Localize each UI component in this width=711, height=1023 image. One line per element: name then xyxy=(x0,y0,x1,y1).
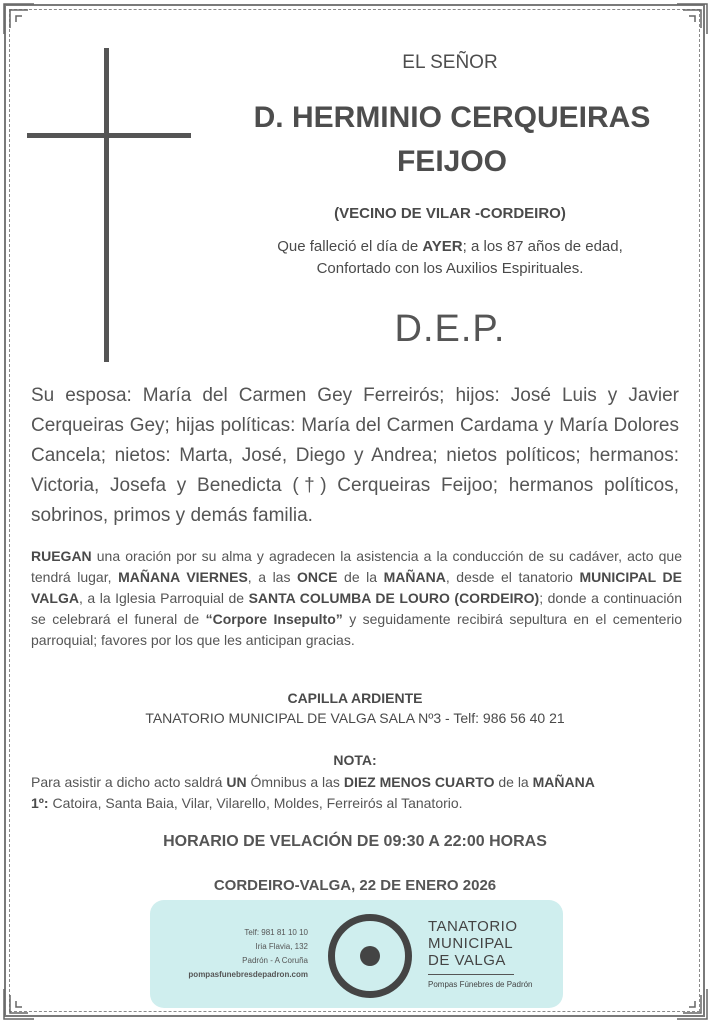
ruegan-text-4: , desde el tanatorio xyxy=(445,569,580,585)
vigil-hours: HORARIO DE VELACIÓN DE 09:30 A 22:00 HORAS xyxy=(163,833,547,850)
nota-text-1: Para asistir a dicho acto saldrá xyxy=(31,774,227,790)
ruegan-text-1: una oración por su alma y agradecen la asistencia a la conducción de su cadáver, acto que tendrá lugar, xyxy=(31,548,682,585)
capilla-title: CAPILLA ARDIENTE xyxy=(287,690,423,706)
cross-horizontal-bar xyxy=(27,133,191,138)
nota-bold-4: 1º: xyxy=(31,795,49,811)
ruegan-text-3: de la xyxy=(337,569,384,585)
corner-ornament-top-left xyxy=(2,2,36,36)
nota-line1 xyxy=(31,772,681,793)
ruegan-bold-1: RUEGAN xyxy=(31,548,92,564)
ruegan-bold-6: SANTA COLUMBA DE LOURO (CORDEIRO) xyxy=(248,590,540,606)
nota-bold-1: UN xyxy=(226,774,247,790)
logo-subtitle: Pompas Fúnebres de Padrón xyxy=(428,980,533,989)
ruegan-text-5: , a la Iglesia Parroquial de xyxy=(78,590,249,606)
logo-phone: Telf: 981 81 10 10 xyxy=(244,928,308,937)
nota-text-4: Catoira, Santa Baia, Vilar, Vilarello, Moldes, Ferreirós al Tanatorio. xyxy=(48,795,463,811)
deceased-name xyxy=(222,96,682,184)
ruegan-bold-5: MUNICIPAL DE VALGA xyxy=(31,569,682,606)
logo-divider xyxy=(428,974,514,975)
logo-circle-icon xyxy=(328,914,412,998)
logo-dot xyxy=(360,946,380,966)
death-day: AYER xyxy=(422,238,463,255)
cross-vertical-bar xyxy=(104,48,109,362)
nota-bold-2: DIEZ MENOS CUARTO xyxy=(343,774,495,790)
deceased-name-line1: D. HERMINIO CERQUEIRAS xyxy=(253,101,651,134)
logo-name-line1: TANATORIO xyxy=(428,918,518,935)
death-text-pre: Que falleció el día de xyxy=(277,238,423,255)
death-line xyxy=(230,236,670,258)
nota-bold-3: MAÑANA xyxy=(532,774,595,790)
ruegan-text-2: , a las xyxy=(247,569,298,585)
ruegan-bold-4: MAÑANA xyxy=(383,569,446,585)
death-notice xyxy=(230,236,670,280)
logo-name xyxy=(428,918,558,969)
ruegan-bold-3: ONCE xyxy=(297,569,338,585)
funeral-home-logo xyxy=(150,900,563,1008)
comfort-line: Confortado con los Auxilios Espirituales. xyxy=(316,260,584,277)
nota-line2 xyxy=(31,793,681,814)
corner-ornament-bottom-left xyxy=(2,987,36,1021)
family-paragraph: Su esposa: María del Carmen Gey Ferreirós; hijos: José Luis y Javier Cerqueiras Gey; hijas políticas: María del Carmen Cardama y María Dolores Cancela; nietos: Marta, José, Diego y Andrea; nietos políticos; hermanos: Victoria, Josefa y Benedicta (†) Cerqueiras Feijoo; hermanos políticos, sobrinos, primos y demás familia. xyxy=(31,385,679,526)
corner-ornament-top-right xyxy=(675,2,709,36)
nota-text-2: Ómnibus a las xyxy=(246,774,344,790)
nota-title: NOTA: xyxy=(333,752,377,768)
ceremony-paragraph xyxy=(31,546,682,651)
corner-ornament-bottom-right xyxy=(675,987,709,1021)
ruegan-text-7: y seguidamente recibirá sepultura en el cementerio parroquial; favores por los que les anticipan gracias. xyxy=(31,611,683,648)
deceased-name-line2: FEIJOO xyxy=(396,145,508,178)
ruegan-text-6: ; donde a continuación se celebrará el funeral de xyxy=(31,590,683,627)
logo-name-line3: DE VALGA xyxy=(428,952,506,969)
capilla-text: TANATORIO MUNICIPAL DE VALGA SALA Nº3 - Telf: 986 56 40 21 xyxy=(145,710,565,726)
logo-name-line2: MUNICIPAL xyxy=(428,935,514,952)
logo-contact xyxy=(168,926,308,982)
logo-city: Padrón - A Coruña xyxy=(242,956,308,965)
ruegan-bold-2: MAÑANA VIERNES xyxy=(118,569,248,585)
place-date: CORDEIRO-VALGA, 22 DE ENERO 2026 xyxy=(213,877,497,894)
logo-website: pompasfunebresdepadron.com xyxy=(188,970,308,979)
intro-label: EL SEÑOR xyxy=(402,52,498,73)
dep-heading: D.E.P. xyxy=(394,308,506,350)
logo-address: Iria Flavia, 132 xyxy=(255,942,308,951)
ruegan-bold-7: “Corpore Insepulto” xyxy=(205,611,343,627)
nota-text-3: de la xyxy=(494,774,533,790)
neighbour-note: (VECINO DE VILAR -CORDEIRO) xyxy=(334,205,566,222)
nota-text xyxy=(31,772,681,814)
death-text-post: ; a los 87 años de edad, xyxy=(462,238,623,255)
